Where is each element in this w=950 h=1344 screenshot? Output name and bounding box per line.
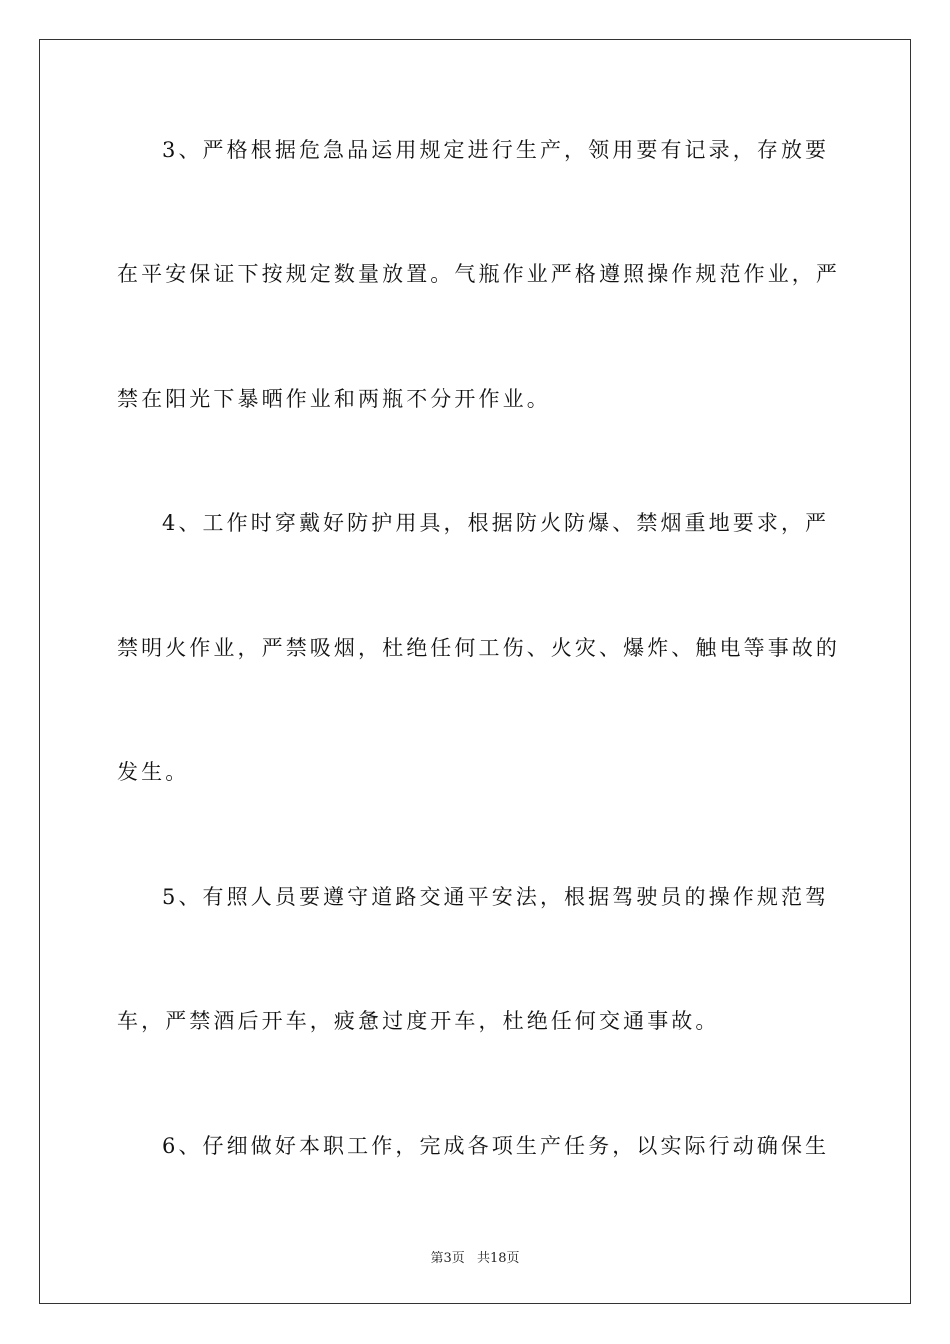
page-footer [0, 1247, 950, 1266]
paragraph-6-line-1: 6、仔细做好本职工作，完成各项生产任务，以实际行动确保生 [162, 1134, 830, 1158]
paragraph-5-line-2: 车，严禁酒后开车，疲惫过度开车，杜绝任何交通事故。 [117, 1009, 720, 1033]
current-page-label: 第3页 [430, 1251, 465, 1266]
paragraph-4-line-1: 4、工作时穿戴好防护用具，根据防火防爆、禁烟重地要求，严 [162, 511, 830, 535]
paragraph-4-line-3: 发生。 [117, 760, 190, 784]
paragraph-3-line-3: 禁在阳光下暴晒作业和两瓶不分开作业。 [117, 387, 551, 411]
paragraph-3-line-2: 在平安保证下按规定数量放置。气瓶作业严格遵照操作规范作业，严 [117, 262, 840, 286]
total-pages-label: 共18页 [476, 1251, 520, 1266]
paragraph-5-line-1: 5、有照人员要遵守道路交通平安法，根据驾驶员的操作规范驾 [162, 885, 830, 909]
page-border [39, 39, 911, 1304]
paragraph-4-line-2: 禁明火作业，严禁吸烟，杜绝任何工伤、火灾、爆炸、触电等事故的 [117, 636, 840, 660]
paragraph-3-line-1: 3、严格根据危急品运用规定进行生产，领用要有记录，存放要 [162, 138, 830, 162]
